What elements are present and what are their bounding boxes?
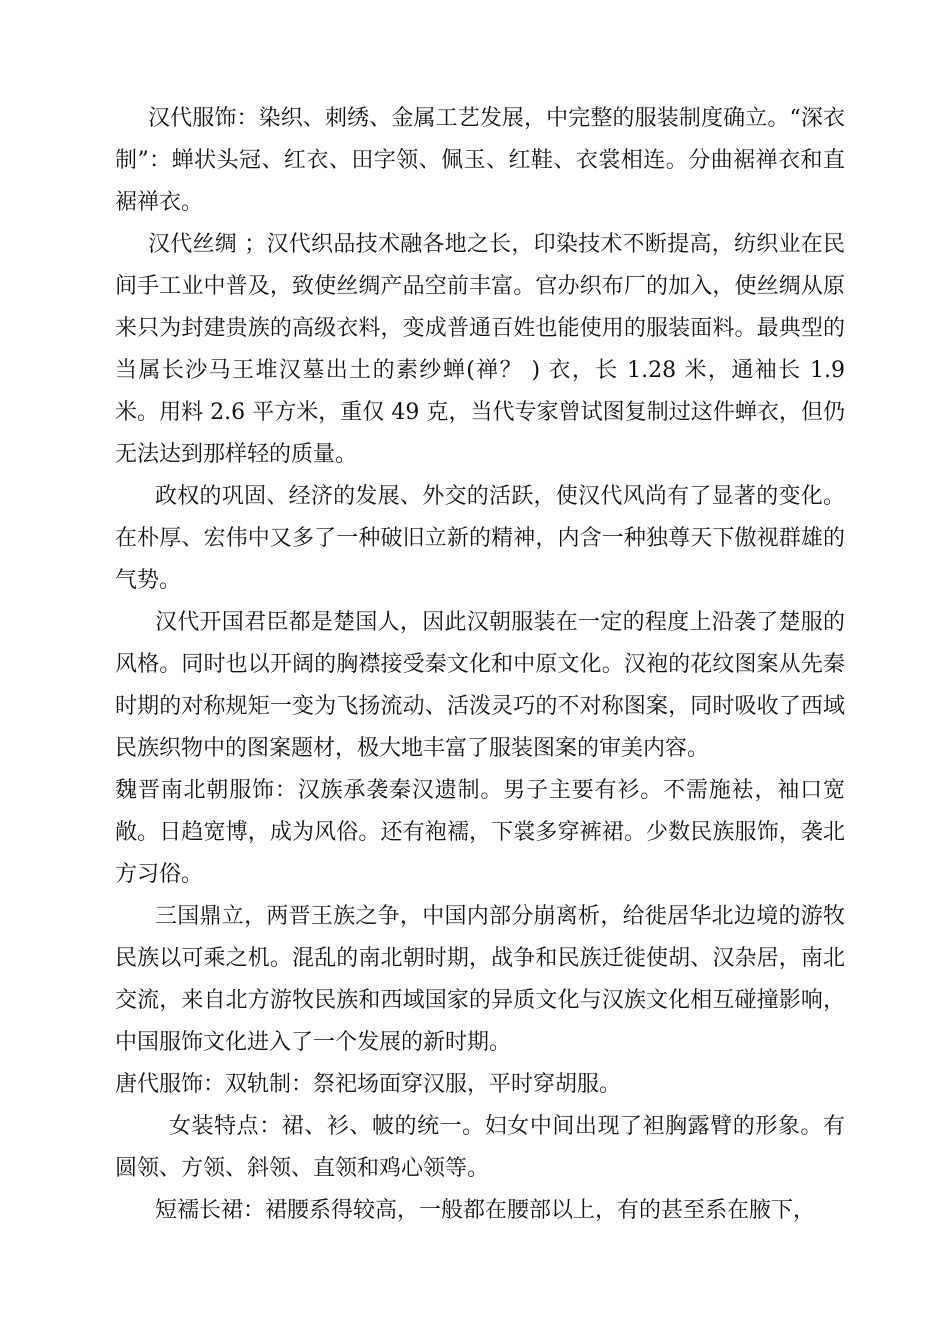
paragraph-han-chu-influence: 汉代开国君臣都是楚国人，因此汉朝服装在一定的程度上沿袭了楚服的风格。同时也以开阔的胸襟接受秦文化和中原文化。汉袍的花纹图案从先秦时期的对称规矩一变为飞扬流动、活泼灵巧的不对称图案，同时吸收了西域民族织物中的图案题材，极大地丰富了服装图案的审美内容。 [115, 610, 845, 761]
paragraph-tang-costume: 唐代服饰：双轨制：祭祀场面穿汉服，平时穿胡服。 [115, 1072, 622, 1097]
paragraph-wei-jin-costume: 魏晋南北朝服饰：汉族承袭秦汉遗制。男子主要有衫。不需施袪，袖口宽敞。日趋宽博，成为风俗。还有袍襦，下裳多穿裤裙。少数民族服饰，袭北方习俗。 [115, 778, 845, 887]
paragraph-womens-dress: 女装特点：裙、衫、帔的统一。妇女中间出现了袒胸露臂的形象。有圆领、方领、斜领、直领和鸡心领等。 [115, 1114, 845, 1181]
paragraph-short-ru-long-skirt: 短襦长裙：裙腰系得较高，一般都在腰部以上，有的甚至系在腋下， [155, 1198, 816, 1223]
paragraph-three-kingdoms: 三国鼎立，两晋王族之争，中国内部分崩离析，给徙居华北边境的游牧民族以可乘之机。混乱的南北朝时期，战争和民族迁徙使胡、汉杂居，南北交流，来自北方游牧民族和西域国家的异质文化与汉族文化相互碰撞影响，中国服饰文化进入了一个发展的新时期。 [115, 904, 845, 1055]
paragraph-han-silk: 汉代丝绸 ；汉代织品技术融各地之长，印染技术不断提高，纺织业在民间手工业中普及，致使丝绸产品空前丰富。官办织布厂的加入，使丝绸从原来只为封建贵族的高级衣料，变成普通百姓也能使用的服装面料。最典型的当属长沙马王堆汉墓出土的素纱蝉(禅？ ) 衣，长 1.28 米，通袖长 1.9 米。用料 2.6 平方米，重仅 49 克，当代专家曾试图复制过这件蝉衣，但仍无法达到那样轻的质量。 [115, 232, 845, 467]
paragraph-han-costume: 汉代服饰：染织、刺绣、金属工艺发展，中完整的服装制度确立。“深衣制”：蝉状头冠、红衣、田字领、佩玉、红鞋、衣裳相连。分曲裾禅衣和直裾禅衣。 [115, 106, 845, 215]
paragraph-han-politics: 政权的巩固、经济的发展、外交的活跃，使汉代风尚有了显著的变化。在朴厚、宏伟中又多了一种破旧立新的精神，内含一种独尊天下傲视群雄的气势。 [115, 484, 845, 593]
document-body [115, 98, 845, 1232]
